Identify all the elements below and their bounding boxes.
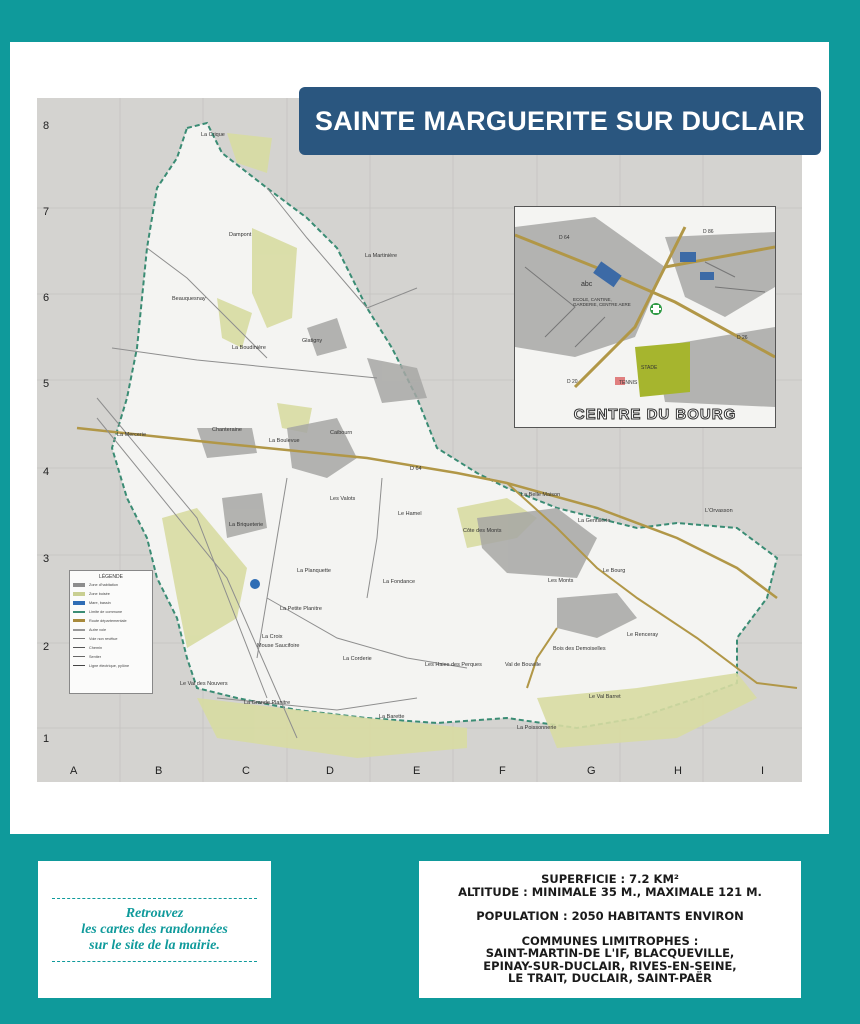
communes-title: COMMUNES LIMITROPHES :: [521, 933, 699, 948]
legend-item: [73, 625, 152, 634]
place-la-planquette: La Planquette: [297, 568, 331, 574]
place-mouse-saucifoire: Mouse Saucifoire: [257, 643, 300, 649]
legend-swatch-trail: [73, 656, 85, 657]
mairie-info-text: [48, 906, 261, 954]
legend-label: Ligne électrique, pylône: [89, 663, 130, 668]
place-les-monts: Les Monts: [548, 578, 574, 584]
legend-item: [73, 661, 152, 670]
row-label-8: 8: [43, 120, 50, 132]
legend-label: Zone d'habitation: [89, 582, 119, 587]
legend-item: [73, 634, 152, 643]
place-la-grande-planitre: La Grande Planitre: [244, 700, 291, 706]
legend-swatch-habitation: [73, 583, 85, 587]
place-la-petite-planitre: La Petite Planitre: [280, 606, 322, 612]
legend-label: Voie non revêtue: [89, 636, 118, 641]
legend-label: Route départementale: [89, 618, 127, 623]
col-label-g: G: [587, 765, 596, 777]
legend-item: [73, 652, 152, 661]
legend-label: Chemin: [89, 645, 103, 650]
centre-du-bourg-inset: [514, 206, 776, 428]
col-label-c: C: [242, 765, 250, 777]
legend-item: [73, 643, 152, 652]
legend-label: Limite de commune: [89, 609, 123, 614]
place-chanteraine: Chanteraine: [212, 427, 242, 433]
place-la-martiniere: La Martinière: [365, 253, 398, 259]
inset-label-stade: STADE: [641, 365, 658, 371]
place-beauquesnay: Beauquesnay: [172, 296, 206, 302]
commune-map: [37, 98, 802, 782]
place-la-corderie: La Corderie: [343, 656, 372, 662]
legend-swatch-power-line: [73, 665, 85, 666]
row-label-4: 4: [43, 466, 50, 478]
inset-label-tennis: TENNIS: [619, 380, 638, 386]
place-la-poissonnerie: La Poissonnerie: [517, 725, 557, 731]
legend-swatch-woods: [73, 592, 85, 596]
place-cote-des-monts: Côte des Monts: [463, 528, 502, 534]
legend-label: Mare, bassin: [89, 600, 111, 605]
inset-label-d26: D 26: [737, 335, 748, 341]
communes-line-1: SAINT-MARTIN-DE L'IF, BLACQUEVILLE,: [485, 946, 735, 960]
legend-title: LÉGENDE: [99, 574, 123, 580]
row-label-6: 6: [43, 292, 50, 304]
row-label-1: 1: [43, 733, 50, 745]
inset-label-d64: D 64: [559, 235, 570, 241]
place-dampont: Dampont: [229, 232, 252, 238]
commune-facts-box: [419, 861, 801, 998]
place-bois-des-demoiselles: Bois des Demoiselles: [553, 646, 606, 652]
place-la-crique: La Crique: [201, 132, 225, 138]
place-le-val-des-nouvers: Le Val des Nouvers: [180, 681, 228, 687]
place-la-gentillerie: La Gentillerie: [578, 518, 611, 524]
place-la-belle-maison: La Belle Maison: [521, 492, 561, 498]
inset-label-d20: D 20: [567, 379, 578, 385]
place-la-boudiniere: La Boudinière: [232, 345, 266, 351]
altitude-text: ALTITUDE : MINIMALE 35 M., MAXIMALE 121 M.: [458, 884, 762, 899]
inset-drawing: [515, 207, 775, 427]
place-le-hamel: Le Hamel: [398, 511, 422, 517]
row-label-5: 5: [43, 378, 50, 390]
legend-swatch-pond: [73, 601, 85, 605]
legend-item: [73, 589, 152, 598]
inset-label-abc: abc: [581, 281, 593, 288]
superficie-text: SUPERFICIE : 7.2 KM²: [541, 872, 679, 886]
legend-swatch-unpaved-road: [73, 638, 85, 639]
mairie-line-3: sur le site de la mairie.: [89, 938, 220, 953]
place-la-briqueterie: La Briqueterie: [229, 522, 264, 528]
page-title: SAINTE MARGUERITE SUR DUCLAIR: [299, 87, 821, 155]
col-label-a: A: [70, 765, 78, 777]
legend-label: Zone boisée: [89, 591, 110, 596]
legend-swatch-boundary: [73, 611, 85, 613]
communes-line-3: LE TRAIT, DUCLAIR, SAINT-PAËR: [508, 971, 712, 985]
place-glatigny: Glatigny: [302, 338, 323, 344]
place-la-fondance: La Fondance: [383, 579, 416, 585]
bottom-divider: [52, 961, 257, 962]
row-label-7: 7: [43, 206, 50, 218]
place-le-bourg: Le Bourg: [603, 568, 626, 574]
col-label-e: E: [413, 765, 421, 777]
place-la-croix: La Croix: [262, 634, 283, 640]
place-les-valots: Les Valots: [330, 496, 356, 502]
place-la-barette: La Barette: [379, 714, 405, 720]
col-label-b: B: [155, 765, 163, 777]
row-label-3: 3: [43, 553, 50, 565]
legend-swatch-path: [73, 647, 85, 648]
mairie-info-box: [38, 861, 271, 998]
legend-item: [73, 616, 152, 625]
road-label-d64: D 64: [410, 466, 422, 472]
legend-item: [73, 598, 152, 607]
place-caibourn: Caibourn: [330, 430, 353, 436]
inset-label-ecole: ECOLE, CANTINE, GARDERIE, CENTRE AERE: [573, 297, 631, 307]
legend-item: [73, 580, 152, 589]
population-text: POPULATION : 2050 HABITANTS ENVIRON: [476, 909, 744, 923]
legend-label: Sentier: [89, 654, 102, 659]
place-val-de-bouville: Val de Bouville: [505, 662, 541, 668]
inset-label-d86: D 86: [703, 229, 714, 235]
place-le-renceray: Le Renceray: [627, 632, 659, 638]
col-label-f: F: [499, 765, 506, 777]
place-la-mercerie: La Mercerie: [117, 432, 147, 438]
map-legend: [69, 570, 153, 694]
legend-swatch-other-road: [73, 629, 85, 631]
top-divider: [52, 898, 257, 899]
mairie-line-2: les cartes des randonnées: [81, 922, 228, 937]
row-label-2: 2: [43, 641, 50, 653]
place-la-boulevue: La Boulevue: [269, 438, 300, 444]
col-label-d: D: [326, 765, 334, 777]
col-label-i: I: [761, 765, 765, 777]
place-les-haies-des-perques: Les Haies des Perques: [425, 662, 482, 668]
communes-line-2: EPINAY-SUR-DUCLAIR, RIVES-EN-SEINE,: [483, 958, 737, 973]
inset-title: CENTRE DU BOURG: [573, 406, 737, 423]
place-l-orvasson: L'Orvasson: [705, 508, 733, 514]
legend-label: Autre voie: [89, 627, 107, 632]
mairie-line-1: Retrouvez: [125, 906, 184, 921]
legend-swatch-departmental-road: [73, 619, 85, 622]
legend-item: [73, 607, 152, 616]
place-le-val-barret: Le Val Barret: [589, 694, 621, 700]
col-label-h: H: [674, 765, 682, 777]
